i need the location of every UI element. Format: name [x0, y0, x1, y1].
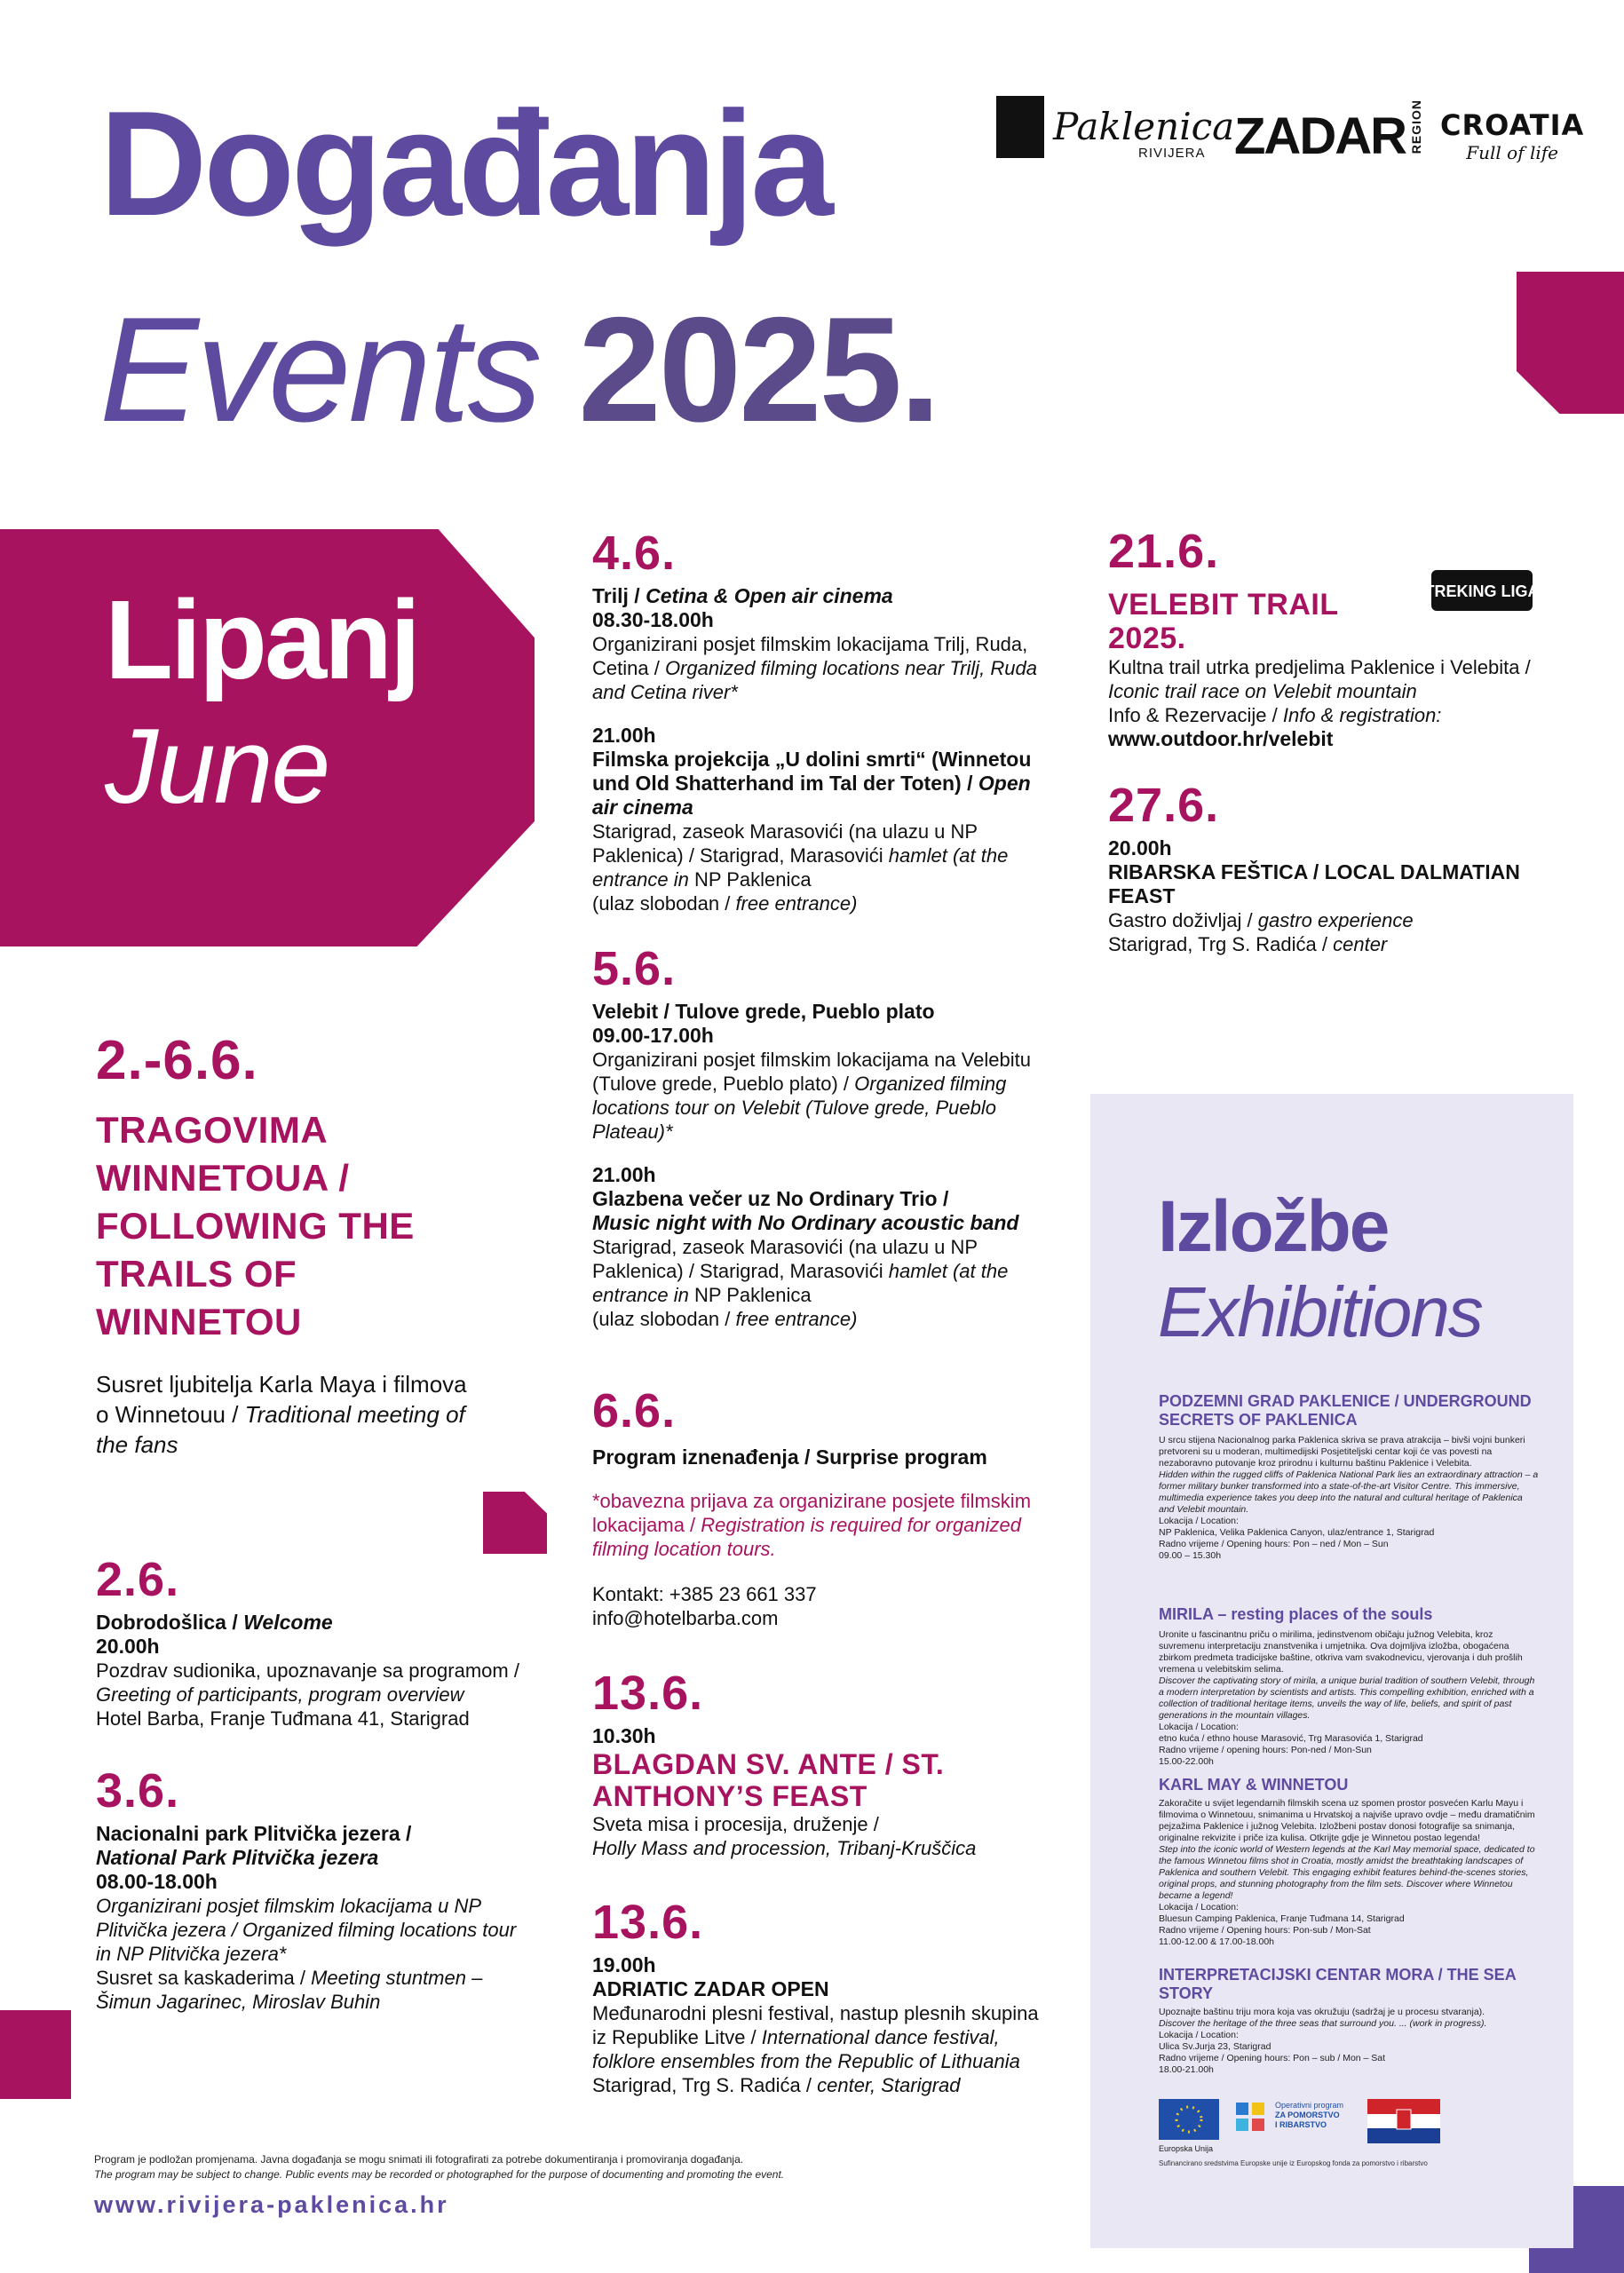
- event-title-en: National Park Plitvička jezera: [96, 1846, 379, 1869]
- corner-shape-top-right: [1517, 272, 1624, 414]
- op-mark-icon: [1232, 2099, 1270, 2140]
- exhibition-title: PODZEMNI GRAD PAKLENICE / UNDERGROUND SECRETS OF PAKLENICA: [1159, 1392, 1532, 1429]
- zadar-logo: [1234, 99, 1423, 166]
- exhibition-hours-label: Radno vrijeme / Opening hours: Pon – sub / Mon – Sat: [1159, 2053, 1386, 2063]
- event-title-2: [592, 748, 1054, 820]
- op-label-1: Operativni program: [1275, 2101, 1344, 2110]
- exhibition-hours: 18.00-21.00h: [1159, 2064, 1214, 2075]
- exhibition-location: NP Paklenica, Velika Paklenica Canyon, ulaz/entrance 1, Starigrad: [1159, 1527, 1435, 1538]
- event-desc: [592, 2001, 1054, 2073]
- exhibition-location-label: Lokacija / Location:: [1159, 1902, 1239, 1913]
- eu-logo: [1159, 2099, 1221, 2153]
- title-hr: Događanja: [99, 80, 830, 247]
- event-title: [592, 584, 1054, 608]
- event-desc-en: Holly Mass and procession, Tribanj-Kruščica: [592, 1837, 977, 1859]
- event-date: 21.6.: [1108, 525, 1220, 578]
- event-title: TRAGOVIMA WINNETOUA / FOLLOWING THE TRAILS OF WINNETOU: [96, 1109, 415, 1342]
- entry-hr: (ulaz slobodan /: [592, 1308, 736, 1330]
- title-en: Welcome: [243, 1611, 333, 1634]
- exhibition-location: etno kuća / ethno house Marasović, Trg Marasovića 1, Starigrad: [1159, 1733, 1423, 1744]
- event-title-hr: Nacionalni park Plitvička jezera /: [96, 1822, 412, 1845]
- exhibition-hours-label: Radno vrijeme / Opening hours: Pon – ned / Mon – Sun: [1159, 1539, 1389, 1549]
- event-date: 13.6.: [592, 1667, 704, 1720]
- event-title: [96, 1611, 531, 1635]
- event-desc: [96, 1659, 531, 1707]
- exhibition-text-en: Discover the captivating story of mirila, a unique burial tradition of southern Velebit, through a modern interpretation by scientists and artists. This compelling exhibition, enriched with a collection of traditional heritage items, unveils the way of life, beliefs, and spirit of past generations in the mountain villages.: [1159, 1675, 1535, 1721]
- event-2-6: [96, 1553, 531, 1730]
- paklenica-logo-sub: RIVIJERA: [1138, 146, 1206, 161]
- event-names: Šimun Jagarinec, Miroslav Buhin: [96, 1991, 381, 2013]
- event-4-6: [592, 529, 1054, 915]
- event-desc: [1108, 655, 1570, 703]
- event-title: Program iznenađenja / Surprise program: [592, 1445, 987, 1469]
- loc-en: hamlet (at the entrance in: [592, 844, 1009, 891]
- zadar-logo-text: ZADAR: [1234, 107, 1406, 166]
- event-date: 5.6.: [592, 942, 677, 995]
- eu-flag-icon: [1159, 2099, 1219, 2140]
- desc-en: Greeting of participants, program overview: [96, 1683, 464, 1706]
- extra-hr: Susret sa kaskaderima /: [96, 1967, 312, 1989]
- exhibition-title: INTERPRETACIJSKI CENTAR MORA / THE SEA STORY: [1159, 1966, 1517, 2002]
- info-en: Info & registration:: [1282, 704, 1442, 726]
- loc-en: center, Starigrad: [817, 2074, 961, 2096]
- desc-hr: Međunarodni plesni festival, nastup plesnih skupina iz Republike Litve /: [592, 2002, 1039, 2048]
- event-main: [96, 1030, 478, 1460]
- event-title: ADRIATIC ZADAR OPEN: [592, 1977, 829, 2000]
- exhibition-location: Bluesun Camping Paklenica, Franje Tuđmana 14, Starigrad: [1159, 1913, 1405, 1924]
- exhibition-location-label: Lokacija / Location:: [1159, 2030, 1239, 2040]
- event-desc: Organizirani posjet filmskim lokacijama u NP Plitvička jezera / Organized filming locations tour in NP Plitvička jezera*: [96, 1895, 517, 1965]
- desc-en: International dance festival, folklore ensembles from the Republic of Lithuania: [592, 2026, 1020, 2072]
- event-date: 3.6.: [96, 1764, 180, 1818]
- svg-text:TREKING LIGA: TREKING LIGA: [1430, 582, 1536, 600]
- desc-hr: Pozdrav sudionika, upoznavanje sa programom /: [96, 1659, 519, 1682]
- event-title: RIBARSKA FEŠTICA / LOCAL DALMATIAN FEAST: [1108, 860, 1520, 907]
- title-en: Cetina & Open air cinema: [646, 584, 893, 607]
- event-location: [592, 2073, 1054, 2097]
- extra-en: Meeting stuntmen –: [311, 1967, 483, 1989]
- op-label-3: I RIBARSTVO: [1275, 2120, 1327, 2129]
- title2-en: Open air cinema: [592, 772, 1031, 819]
- entry-en: free entrance): [735, 1308, 858, 1330]
- event-date: 6.6.: [592, 1384, 677, 1437]
- loc-hr: Starigrad, Trg S. Radića /: [1108, 933, 1334, 955]
- op-logo: [1232, 2099, 1357, 2152]
- event-date: 2.6.: [96, 1553, 180, 1606]
- event-21-6: [1108, 527, 1570, 751]
- footer-note: [94, 2152, 784, 2182]
- event-13-6-b: [592, 1898, 1054, 2097]
- exhibition-item: [1159, 1392, 1541, 1562]
- event-time: 09.00-17.00h: [592, 1024, 714, 1047]
- footer-url[interactable]: www.rivijera-paklenica.hr: [94, 2191, 449, 2218]
- exhibition-text-en: Hidden within the rugged cliffs of Paklenica National Park lies an extraordinary attraction – a former military bunker transformed into a state-of-the-art Visitor Centre. This immersive, multimedia experience takes you deep into the natural and cultural heritage of Paklenica and Velebit mountain.: [1159, 1469, 1539, 1515]
- paklenica-logo-text: Paklenica: [1053, 105, 1235, 148]
- desc-hr: Gastro doživljaj /: [1108, 909, 1258, 931]
- loc-tail: NP Paklenica: [688, 1284, 812, 1306]
- event-13-6-a: [592, 1669, 1054, 1860]
- event-location: [592, 1235, 1054, 1307]
- event-time: 20.00h: [96, 1635, 160, 1658]
- title-year: 2025.: [578, 286, 939, 453]
- desc-hr: Organizirani posjet filmskim lokacijama Trilj, Ruda, Cetina /: [592, 633, 1028, 679]
- contact-phone: Kontakt: +385 23 661 337: [592, 1583, 817, 1605]
- title-hr: Dobrodošlica /: [96, 1611, 244, 1634]
- event-3-6: [96, 1764, 531, 2014]
- loc-en: hamlet (at the entrance in: [592, 1260, 1009, 1306]
- title-hr: Trilj /: [592, 584, 646, 607]
- loc-hr: Starigrad, zaseok Marasovići (na ulazu u NP Paklenica) / Starigrad, Marasovići: [592, 1236, 978, 1282]
- event-desc-hr: Sveta misa i procesija, druženje /: [592, 1813, 879, 1835]
- exhibition-text-en: Discover the heritage of the three seas that surround you. ... (work in progress).: [1159, 2018, 1487, 2029]
- eu-label: Europska Unija: [1159, 2144, 1214, 2153]
- event-time: 08.30-18.00h: [592, 608, 714, 631]
- exhibitions-title-en: Exhibitions: [1158, 1272, 1482, 1351]
- exhibition-text-en: Step into the iconic world of Western legends at the Karl May memorial space, dedicated to the famous Winnetou films shot in Croatia, mostly amidst the breathtaking landscapes of Paklenica and southern Velebit. This engaging exhibit features behind-the-scenes stories, original props, and stunning photography from the film sets. Discover where Winnetou became a legend!: [1159, 1844, 1535, 1901]
- event-desc: [592, 1048, 1054, 1144]
- funding-note: Sufinancirano sredstvima Europske unije iz Europskog fonda za pomorstvo i ribarstvo: [1159, 2159, 1428, 2167]
- desc-en: Iconic trail race on Velebit mountain: [1108, 680, 1417, 702]
- month-en: June: [105, 707, 329, 826]
- exhibition-title: KARL MAY & WINNETOU: [1159, 1776, 1349, 1794]
- desc-hr: Kultna trail utrka predjelima Paklenice i Velebita /: [1108, 656, 1531, 678]
- event-title: VELEBIT TRAIL 2025.: [1108, 588, 1338, 655]
- loc-tail: NP Paklenica: [688, 868, 812, 891]
- event-time: 10.30h: [592, 1724, 656, 1747]
- event-date: 13.6.: [592, 1896, 704, 1949]
- event-url[interactable]: www.outdoor.hr/velebit: [1108, 727, 1334, 750]
- title2-hr: Filmska projekcija „U dolini smrti“ (Winnetou und Old Shatterhand im Tal der Toten) /: [592, 748, 1032, 795]
- event-time: 20.00h: [1108, 836, 1172, 859]
- op-label: [1275, 2101, 1343, 2130]
- note-hr: *obavezna prijava za organizirane posjete filmskim lokacijama /: [592, 1490, 1032, 1536]
- exhibition-item: [1159, 1605, 1541, 1768]
- exhibition-text-hr: Zakoračite u svijet legendarnih filmskih scena uz spomen prostor posvećen Karlu Mayu i filmovima o Winnetouu, snimanima u Hrvatskoj a najviše upravo ovdje – među dramatičnim pejzažima Paklenice i južnog Velebita. Izložbeni postav donosi fotografije sa snimanja, originalne rekvizite i priče iza kulisa. Otkrijte gdje je Winnetou postao legenda!: [1159, 1798, 1535, 1843]
- title-en: [99, 286, 939, 453]
- exhibition-location-label: Lokacija / Location:: [1159, 1722, 1239, 1732]
- exhibition-text-hr: Upoznajte baštinu triju mora koja vas okružuju (sadržaj je u procesu stvaranja).: [1159, 2007, 1485, 2017]
- event-title: BLAGDAN SV. ANTE / ST. ANTHONY’S FEAST: [592, 1748, 945, 1812]
- corner-shape-bottom-left: [0, 2010, 71, 2099]
- desc-en: gastro experience: [1257, 909, 1414, 931]
- desc-hr: Organizirani posjet filmskim lokacijama na Velebitu (Tulove grede, Pueblo plato) /: [592, 1049, 1031, 1095]
- title-events: Events: [99, 286, 540, 453]
- contact-email[interactable]: info@hotelbarba.com: [592, 1607, 779, 1629]
- paklenica-mark-icon: [996, 96, 1044, 158]
- zadar-logo-sub: REGION: [1408, 99, 1423, 154]
- desc-en: Organized filming locations tour on Velebit (Tulove grede, Pueblo Plateau)*: [592, 1073, 1007, 1143]
- exhibitions-title-hr: Izložbe: [1158, 1186, 1389, 1267]
- event-desc: [592, 632, 1054, 704]
- event-location: [592, 820, 1054, 891]
- small-shape-left: [483, 1492, 547, 1554]
- info-hr: Info & Rezervacije /: [1108, 704, 1283, 726]
- event-time: 08.00-18.00h: [96, 1870, 218, 1893]
- exhibition-title: MIRILA – resting places of the souls: [1159, 1605, 1433, 1623]
- event-date: 27.6.: [1108, 779, 1220, 832]
- exhibition-location: Ulica Sv.Jurja 23, Starigrad: [1159, 2041, 1271, 2052]
- event-location: Hotel Barba, Franje Tuđmana 41, Starigrad: [96, 1707, 470, 1730]
- event-title-2-hr: Glazbena večer uz No Ordinary Trio /: [592, 1187, 949, 1210]
- event-entry: [592, 891, 1054, 915]
- event-date: 4.6.: [592, 527, 677, 580]
- exhibition-hours-label: Radno vrijeme / Opening hours: Pon-sub / Mon-Sat: [1159, 1925, 1371, 1936]
- entry-hr: (ulaz slobodan /: [592, 892, 736, 915]
- exhibition-item: [1159, 1966, 1541, 2076]
- event-5-6: [592, 942, 1054, 1331]
- footer-note-hr: Program je podložan promjenama. Javna događanja se mogu snimati ili fotografirati za potrebe dokumentiranja i promoviranja događanja.: [94, 2153, 744, 2166]
- month-hr: Lipanj: [105, 577, 418, 702]
- event-desc: [1108, 908, 1570, 932]
- loc-hr: Starigrad, Trg S. Radića /: [592, 2074, 818, 2096]
- event-title-2-en: Music night with No Ordinary acoustic band: [592, 1211, 1019, 1234]
- event-27-6: [1108, 781, 1570, 956]
- event-location: [1108, 932, 1570, 956]
- event-time-2: 21.00h: [592, 724, 656, 747]
- exhibition-text-hr: Uronite u fascinantnu priču o mirilima, jedinstvenom običaju južnog Velebita, kroz suvremenu interpretaciju znanstvenika i umjetnika. Ova dojmljiva izložba, obogaćena zbirkom predmeta tradicijske baštine, otkriva vam svakodnevicu, vjerovanja i duh prošlih vremena u velebitskim selima.: [1159, 1629, 1523, 1675]
- exhibition-hours: 15.00-22.00h: [1159, 1756, 1214, 1767]
- exhibition-location-label: Lokacija / Location:: [1159, 1516, 1239, 1526]
- footer-note-en: The program may be subject to change. Public events may be recorded or photographed for the purpose of documenting and promoting the event.: [94, 2168, 785, 2181]
- desc-en: Traditional meeting of the fans: [96, 1401, 465, 1458]
- event-extra: [96, 1966, 531, 1990]
- op-label-2: ZA POMORSTVO: [1275, 2111, 1340, 2119]
- exhibition-item: [1159, 1776, 1541, 1948]
- event-time-2: 21.00h: [592, 1163, 656, 1186]
- event-info: [1108, 703, 1570, 727]
- event-time: 19.00h: [592, 1953, 656, 1976]
- croatia-flag: [1367, 2099, 1440, 2143]
- event-6-6: [592, 1384, 1054, 1630]
- entry-en: free entrance): [735, 892, 858, 915]
- exhibition-text-hr: U srcu stijena Nacionalnog parka Paklenica skriva se prava atrakcija – bivši vojni bunkeri pretvoreni su u moderan, multimedijski Posjetiteljski centar koji će vas povesti na nezaboravno putovanje kroz prirodnu i kulturnu baštinu Paklenice i Velebita.: [1159, 1435, 1525, 1469]
- loc-en: center: [1333, 933, 1388, 955]
- exhibition-hours: 11.00-12.00 & 17.00-18.00h: [1159, 1936, 1274, 1947]
- desc-hr: Susret ljubitelja Karla Maya i filmova o Winnetouu /: [96, 1371, 467, 1428]
- croatia-flag-icon: [1367, 2099, 1440, 2143]
- event-date: 2.-6.6.: [96, 1030, 258, 1091]
- exhibition-hours-label: Radno vrijeme / opening hours: Pon-ned / Mon-Sun: [1159, 1745, 1372, 1755]
- note-en: Registration is required for organized filming location tours.: [592, 1514, 1022, 1560]
- event-desc: [96, 1369, 478, 1460]
- croatia-logo-sub: Full of life: [1466, 142, 1558, 163]
- event-note: [592, 1489, 1054, 1561]
- croatia-logo: [1440, 108, 1584, 163]
- event-title: Velebit / Tulove grede, Pueblo plato: [592, 1000, 935, 1023]
- event-entry: [592, 1307, 1054, 1331]
- croatia-logo-text: CROATIA: [1440, 108, 1585, 142]
- loc-hr: Starigrad, zaseok Marasovići (na ulazu u NP Paklenica) / Starigrad, Marasovići: [592, 820, 978, 867]
- desc-en: Organized filming locations near Trilj, Ruda and Cetina river*: [592, 657, 1037, 703]
- exhibition-hours: 09.00 – 15.30h: [1159, 1550, 1222, 1561]
- paklenica-logo: [996, 96, 1235, 161]
